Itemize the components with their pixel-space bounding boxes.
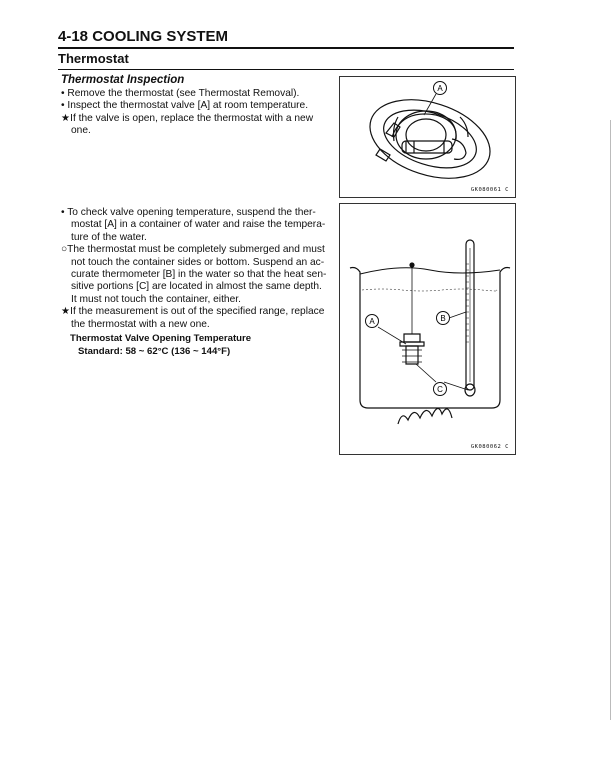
heading-rule — [58, 47, 514, 49]
inspection-steps-2 — [61, 207, 326, 331]
spec-value: Standard: 58 ~ 62°C (136 ~ 144°F) — [78, 346, 231, 357]
label-c: C — [437, 385, 443, 394]
step-line: sitive portions [C] are located in almost the same depth. — [71, 281, 322, 293]
step-line: ★If the valve is open, replace the thermostat with a new — [61, 112, 314, 124]
test-setup-illustration — [340, 204, 515, 454]
figure-code: GK080061 C — [470, 187, 509, 193]
spec-title: Thermostat Valve Opening Temperature — [70, 333, 252, 344]
step-line: ture of the water. — [71, 231, 147, 243]
label-b: B — [440, 314, 446, 323]
section-heading: 4-18 COOLING SYSTEM — [58, 28, 229, 45]
step-line: the thermostat with a new one. — [71, 318, 210, 330]
inspection-steps-1 — [61, 88, 313, 138]
step-line: mostat [A] in a container of water and raise the tempera- — [71, 219, 326, 231]
step-line: ★If the measurement is out of the specified range, replace — [61, 306, 325, 318]
step-line: • To check valve opening temperature, suspend the ther- — [61, 207, 316, 218]
subsection-heading: Thermostat — [58, 51, 129, 66]
test-setup-figure — [339, 203, 516, 455]
thermostat-illustration — [340, 77, 515, 197]
step-line: • Remove the thermostat (see Thermostat Removal). — [61, 88, 300, 99]
label-a: A — [369, 317, 375, 326]
thermostat-figure — [339, 76, 516, 198]
step-line: ○The thermostat must be completely submerged and must — [61, 244, 325, 256]
step-line: curate thermometer [B] in the water so that the heat sen- — [71, 269, 327, 281]
inspection-title: Thermostat Inspection — [61, 74, 185, 86]
step-line: It must not touch the container, either. — [71, 293, 241, 305]
label-a: A — [437, 84, 443, 93]
step-line: • Inspect the thermostat valve [A] at room temperature. — [61, 100, 309, 112]
subheading-rule — [58, 69, 514, 70]
step-line: one. — [71, 125, 91, 137]
figure-code: GK080062 C — [470, 444, 509, 450]
step-line: not touch the container sides or bottom. Suspend an ac- — [71, 256, 325, 268]
